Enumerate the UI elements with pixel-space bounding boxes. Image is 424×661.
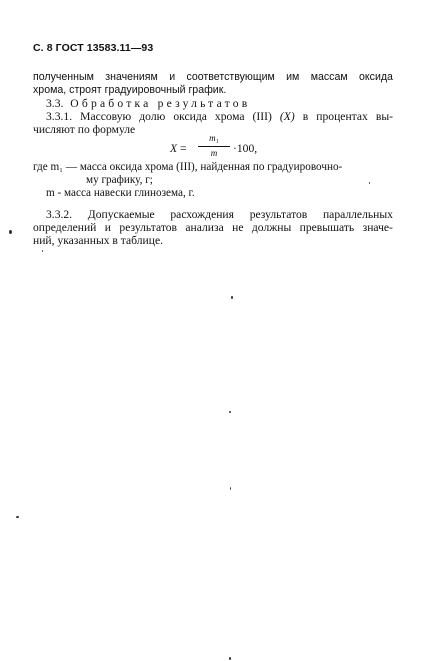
clause-3-3-2-line-2 [33, 221, 393, 234]
clause-3-3-1-line-2: числяют по формуле [33, 123, 136, 136]
word: оксида [359, 71, 393, 83]
word: в [302, 110, 309, 123]
section-title: Обработка результатов [70, 97, 251, 110]
word: (X) [279, 110, 295, 123]
word: (III) [252, 110, 272, 123]
word: хрома [214, 110, 245, 123]
word: массам [310, 71, 348, 83]
word: 3.3.1. [46, 110, 73, 123]
word: не [232, 221, 244, 234]
scan-speck [231, 296, 233, 299]
word: значе- [362, 221, 393, 234]
scan-speck [16, 516, 19, 518]
clause-3-3-2-line-3: ний, указанных в таблице. [33, 234, 164, 247]
paragraph-1-line-2: хрома, строят градуировочный график. [33, 84, 227, 96]
formula-tail: ·100, [233, 142, 258, 155]
word: результатов [119, 221, 177, 234]
clause-3-3-1-line-1 [46, 110, 393, 123]
word: полученным [33, 71, 94, 83]
word: долю [139, 110, 166, 123]
scan-speck [229, 411, 231, 413]
paragraph-1-line-1 [33, 71, 393, 84]
word: значениям [105, 71, 158, 83]
word: Массовую [80, 110, 132, 123]
word: анализа [185, 221, 224, 234]
where-line-3: m - масса навески глинозема, г. [46, 187, 195, 199]
word: расхождения [170, 208, 234, 221]
word: результатов [249, 208, 308, 221]
formula-denominator: m [210, 148, 218, 158]
word: им [286, 71, 300, 83]
where-line-1: где m₁ — масса оксида хрома (III), найденная по градуировочно- [33, 161, 343, 173]
word: соответствующим [186, 71, 275, 83]
word: и [169, 71, 176, 83]
word: превышать [299, 221, 355, 234]
where-line-2: му графику, г; [86, 174, 153, 186]
word: вы- [375, 110, 393, 123]
section-number: 3.3. [46, 97, 64, 110]
scan-speck [229, 657, 231, 660]
scan-speck [42, 250, 43, 252]
word: процентах [316, 110, 368, 123]
clause-3-3-2-line-1 [46, 208, 393, 221]
word: Допускаемые [87, 208, 155, 221]
formula-lhs: X [170, 142, 178, 155]
word: 3.3.2. [46, 208, 73, 221]
section-heading [46, 97, 250, 110]
scan-speck [9, 230, 12, 234]
formula-numerator: m₁ [209, 133, 219, 143]
formula-equals: = [180, 142, 187, 155]
word: определений [33, 221, 97, 234]
scan-speck [230, 487, 231, 490]
fraction-bar [198, 146, 230, 147]
formula [170, 133, 280, 163]
word: и [104, 221, 112, 234]
page-header: С. 8 ГОСТ 13583.11—93 [33, 42, 154, 54]
word: параллельных [322, 208, 393, 221]
scan-speck [369, 182, 370, 184]
word: должны [251, 221, 292, 234]
word: оксида [173, 110, 207, 123]
